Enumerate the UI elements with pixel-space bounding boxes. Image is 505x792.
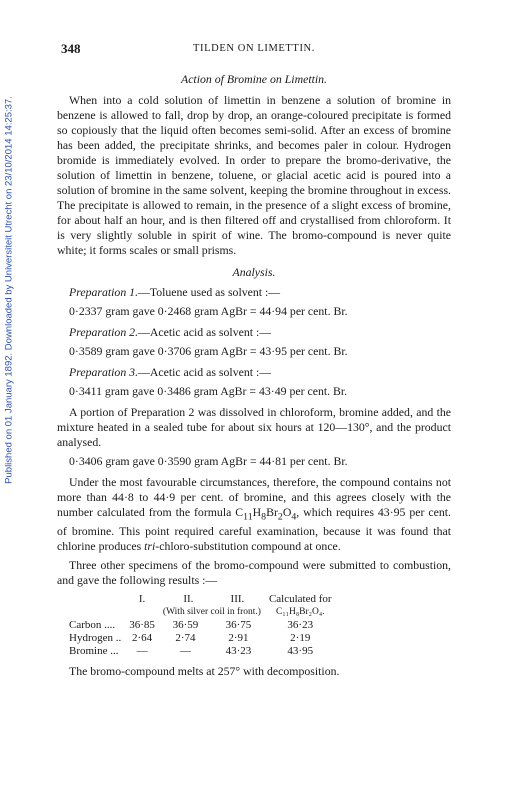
- row-label: Bromine ...: [69, 645, 119, 658]
- watermark-text: Published on 01 January 1892. Downloaded by Universiteit Utrecht on 23/10/2014 14:25:37.: [3, 96, 15, 484]
- table-header-col-2: II.: [183, 593, 194, 606]
- row-label: Carbon ....: [69, 619, 116, 632]
- table-header-col-2-3: [159, 593, 265, 619]
- table-cell: 36·23: [287, 619, 314, 632]
- paragraph-bromine-content-part-c: -chloro-substitution compound at once.: [155, 539, 341, 554]
- formula-subscript: 8: [261, 511, 267, 523]
- preparation-1-solvent: —Toluene used as solvent :—: [138, 285, 281, 299]
- paragraph-bromine-action: When into a cold solution of limettin in benzene a solution of bromine in benzene is allowed to fall, drop by drop, an orange-coloured precipitate is formed so copiously that the liquid often becomes semi-solid. After an excess of bromine has been added, the precipitate shrinks, and becomes paler in colour. Hydrogen bromide is immediately evolved. In order to prepare the bromo-derivative, the solution of limettin in benzene, toluene, or glacial acetic acid is poured into a solution of bromine in the same solvent, keeping the bromine throughout in excess. The precipitate is allowed to remain, in the presence of a slight excess of bromine, for about half an hour, and is then filtered off and crystallised from chloroform. It is very slightly soluble in spirit of wine. The bromo-compound is never quite white; it forms scales or small prisms.: [57, 93, 451, 257]
- table-cell: 36·85: [129, 619, 155, 632]
- table-cell: 2·74: [175, 632, 196, 645]
- table-cell: 43·95: [287, 645, 314, 658]
- formula-element: H: [252, 505, 262, 519]
- formula-element: O: [282, 505, 292, 519]
- table-cell: 2·91: [228, 632, 249, 645]
- table-header-calc: Calculated for: [268, 593, 332, 606]
- preparation-3-label: Preparation 3.: [69, 365, 139, 379]
- section-title: Action of Bromine on Limettin.: [180, 72, 328, 86]
- table-header-col-1: I.: [138, 593, 146, 606]
- table-cell: —: [136, 645, 148, 658]
- running-head: TILDEN ON LIMETTIN.: [193, 43, 315, 54]
- preparation-1-result: 0·2337 gram gave 0·2468 gram AgBr = 44·94 per cent. Br.: [69, 304, 348, 318]
- preparation-3-result: 0·3411 gram gave 0·3486 gram AgBr = 43·49 per cent. Br.: [69, 384, 348, 398]
- formula-element: Br: [266, 505, 278, 519]
- table-row: [69, 645, 336, 658]
- paragraph-chloroform-heating: A portion of Preparation 2 was dissolved in chloroform, bromine added, and the mixture heated in a sealed tube for about six hours at 120—130°, and the product analysed.: [57, 405, 451, 449]
- table-cell: 2·19: [290, 632, 311, 645]
- download-watermark: [2, 80, 16, 500]
- preparation-2-solvent: —Acetic acid as solvent :—: [138, 325, 272, 339]
- page-body: [57, 72, 451, 679]
- preparation-2-result: 0·3589 gram gave 0·3706 gram AgBr = 43·95 per cent. Br.: [69, 344, 348, 358]
- table-row: [69, 619, 336, 632]
- table-header-col-4: [265, 593, 336, 619]
- preparation-3: [57, 365, 451, 380]
- table-row: [69, 632, 336, 645]
- formula-subscript: 2: [277, 511, 283, 523]
- table-cell: 43·23: [225, 645, 252, 658]
- table-header-calc-formula: C₁₁H₈Br₂O₄.: [276, 607, 325, 618]
- page-number: 348: [61, 41, 81, 56]
- preparation-2: [57, 325, 451, 340]
- preparation-2-label: Preparation 2.: [69, 325, 139, 339]
- table-cell: 2·64: [132, 632, 153, 645]
- preparation-1: [57, 285, 451, 300]
- formula-subscript: 4: [291, 511, 297, 523]
- preparation-3-solvent: —Acetic acid as solvent :—: [138, 365, 272, 379]
- table-cell: 36·59: [172, 619, 199, 632]
- table-cell: —: [179, 645, 191, 658]
- table-header-row: [69, 593, 336, 619]
- formula-subscript: 11: [243, 511, 253, 523]
- table-header-label: [69, 593, 125, 619]
- tri-prefix: tri: [144, 539, 156, 554]
- page-header: [61, 41, 447, 57]
- table-cell: 36·75: [225, 619, 252, 632]
- table-subheader: (With silver coil in front.): [162, 607, 261, 618]
- paragraph-bromine-content: [57, 475, 451, 554]
- preparation-1-label: Preparation 1.: [69, 285, 139, 299]
- paragraph-combustion: Three other specimens of the bromo-compound were submitted to combustion, and gave the following results :—: [57, 558, 451, 588]
- analysis-heading: Analysis.: [232, 265, 276, 279]
- paragraph-bromine-content-part-b: , which requires 43·95 per cent. of bromine. This point required careful examination, because it was found that chlorine produces: [57, 505, 451, 554]
- paragraph-bromine-content-part-a: Under the most favourable circumstances, therefore, the compound contains not more than 44·8 to 44·9 per cent. of bromine, and this agrees closely with the number calculated from the formula C: [57, 475, 451, 519]
- final-sentence: The bromo-compound melts at 257° with decomposition.: [69, 664, 340, 679]
- row-label: Hydrogen ..: [69, 632, 122, 645]
- table-header-col-3: III.: [230, 593, 245, 606]
- heated-sample-result: 0·3406 gram gave 0·3590 gram AgBr = 44·81 per cent. Br.: [69, 454, 348, 468]
- combustion-results-table: [69, 593, 336, 658]
